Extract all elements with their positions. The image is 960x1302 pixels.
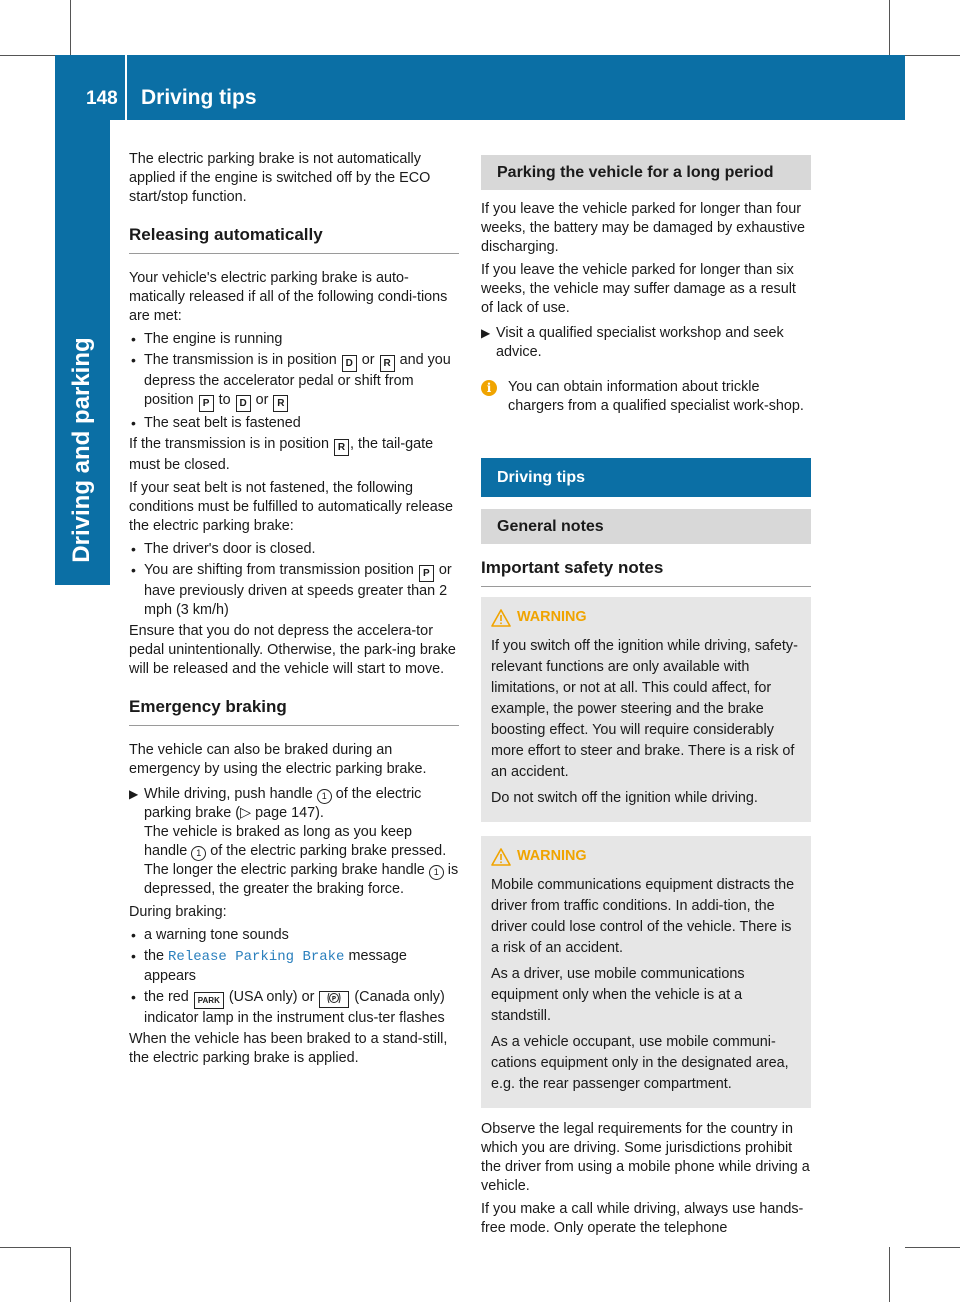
heading-general-notes: General notes <box>481 509 811 544</box>
list-item: • The driver's door is closed. <box>129 540 459 559</box>
releasing-text: Your vehicle's electric parking brake is auto-matically released if all of the following condi-tions are met: <box>129 270 448 324</box>
drive-position-key: D <box>236 395 251 412</box>
page-reference-link[interactable]: page 147). <box>255 805 324 821</box>
warning-header <box>491 607 801 628</box>
warning-triangle-icon <box>491 609 511 627</box>
crop-mark <box>70 1247 71 1302</box>
page-number: 148 <box>86 88 118 109</box>
side-chapter-title: Driving and parking <box>68 337 95 563</box>
warning-label: WARNING <box>517 609 587 625</box>
reverse-position-key: R <box>380 355 395 372</box>
crop-mark <box>905 1247 960 1248</box>
intro-paragraph: The electric parking brake is not automatically applied if the engine is switched off by the ECO start/stop function. <box>129 151 431 205</box>
parking-brake-indicator-icon <box>319 991 349 1008</box>
during-braking-label: During braking: <box>129 904 227 920</box>
reverse-position-key: R <box>273 395 288 412</box>
info-note: i You can obtain information about trickle chargers from a qualified specialist work-shop. <box>481 378 811 416</box>
park-position-key: P <box>199 395 214 412</box>
warning-label: WARNING <box>517 848 587 864</box>
handle-callout-icon: 1 <box>191 846 206 861</box>
crop-mark <box>889 1247 890 1302</box>
warning-text: As a driver, use mobile communications equipment only when the vehicle is at a standstill. <box>491 966 745 1024</box>
list-item: • a warning tone sounds <box>129 926 459 945</box>
drive-position-key: D <box>342 355 357 372</box>
list-item: • the red PARK (USA only) or P (Canada only) indicator lamp in the instrument clus-ter flashes <box>129 988 459 1028</box>
warning-text: As a vehicle occupant, use mobile communi-cations equipment only in the designated area, e.g. the rear passenger compartment. <box>491 1034 789 1092</box>
standstill-paragraph: When the vehicle has been braked to a stand-still, the electric parking brake is applied. <box>129 1031 448 1066</box>
right-column <box>481 155 811 1242</box>
warning-box <box>481 597 811 822</box>
list-item: • the Release Parking Brake message appears <box>129 947 459 986</box>
crop-mark <box>0 1247 70 1248</box>
long-period-p2: If you leave the vehicle parked for longer than six weeks, the vehicle may suffer damage as a result of lack of use. <box>481 262 796 316</box>
warning-text: Mobile communications equipment distracts the driver from traffic conditions. In addi-tion, the driver could lose control of the vehicle. There is a risk of an accident. <box>491 877 795 956</box>
heading-long-period: Parking the vehicle for a long period <box>481 155 811 190</box>
ensure-paragraph: Ensure that you do not depress the accelera-tor pedal unintentionally. Otherwise, the park-ing brake will be released and the vehicle will start to move. <box>129 623 456 677</box>
seatbelt-paragraph: If your seat belt is not fastened, the following conditions must be fulfilled to automatically release the electric parking brake: <box>129 480 453 534</box>
reverse-position-key: R <box>334 439 349 456</box>
instruction-step: ▶ Visit a qualified specialist workshop and seek advice. <box>481 325 784 360</box>
list-item: • The transmission is in position D or R and you depress the accelerator pedal or shift from position P to D or R <box>129 351 459 412</box>
svg-text:P: P <box>332 995 337 1003</box>
heading-releasing-automatically: Releasing automatically <box>129 225 459 254</box>
crop-mark <box>889 0 890 55</box>
handle-callout-icon: 1 <box>429 865 444 880</box>
park-position-key: P <box>419 565 434 582</box>
display-message: Release Parking Brake <box>168 949 345 965</box>
warning-triangle-icon <box>491 848 511 866</box>
heading-important-safety-notes: Important safety notes <box>481 558 811 587</box>
crop-mark <box>905 55 960 56</box>
crop-mark <box>70 0 71 55</box>
list-item: • You are shifting from transmission position P or have previously driven at speeds greater than 2 mph (3 km/h) <box>129 561 459 620</box>
long-period-p1: If you leave the vehicle parked for longer than four weeks, the battery may be damaged by exhaustive discharging. <box>481 201 805 255</box>
list-item: • The engine is running <box>129 330 459 349</box>
step-arrow-icon: ▶ <box>129 787 139 801</box>
header-divider <box>125 55 127 120</box>
observe-paragraph: Observe the legal requirements for the country in which you are driving. Some jurisdictions prohibit the driver from using a mobile phone while driving a vehicle. <box>481 1121 810 1194</box>
heading-emergency-braking: Emergency braking <box>129 697 459 726</box>
info-icon: i <box>481 380 497 396</box>
warning-text: If you switch off the ignition while driving, safety-relevant functions are only available with limitations, or not at all. This could affect, for example, the power steering and the brake boosting effect. You will require considerably more effort to steer and brake. There is a risk of an accident. <box>491 638 798 780</box>
step-arrow-icon: ▶ <box>481 326 491 340</box>
emergency-text: The vehicle can also be braked during an emergency by using the electric parking brake. <box>129 742 427 777</box>
handle-callout-icon: 1 <box>317 789 332 804</box>
list-item: • The seat belt is fastened <box>129 414 459 433</box>
heading-driving-tips: Driving tips <box>481 458 811 497</box>
header-section-title: Driving tips <box>141 86 257 109</box>
warning-header <box>491 846 801 867</box>
warning-text: Do not switch off the ignition while driving. <box>491 790 758 806</box>
warning-box <box>481 836 811 1108</box>
park-indicator-icon: PARK <box>194 992 224 1009</box>
tailgate-paragraph: If the transmission is in position R , the tail-gate must be closed. <box>129 436 434 473</box>
left-column <box>129 150 459 1072</box>
call-paragraph: If you make a call while driving, always use hands-free mode. Only operate the telephone <box>481 1201 804 1236</box>
instruction-step: ▶ While driving, push handle 1 of the electric parking brake (▷ page 147). The vehicle is braked as long as you keep handle 1 of the electric parking brake pressed. The longer the electric parking brake handle 1 is depressed, the greater the braking force. <box>129 786 459 897</box>
page-ref-icon: ▷ <box>240 805 252 821</box>
